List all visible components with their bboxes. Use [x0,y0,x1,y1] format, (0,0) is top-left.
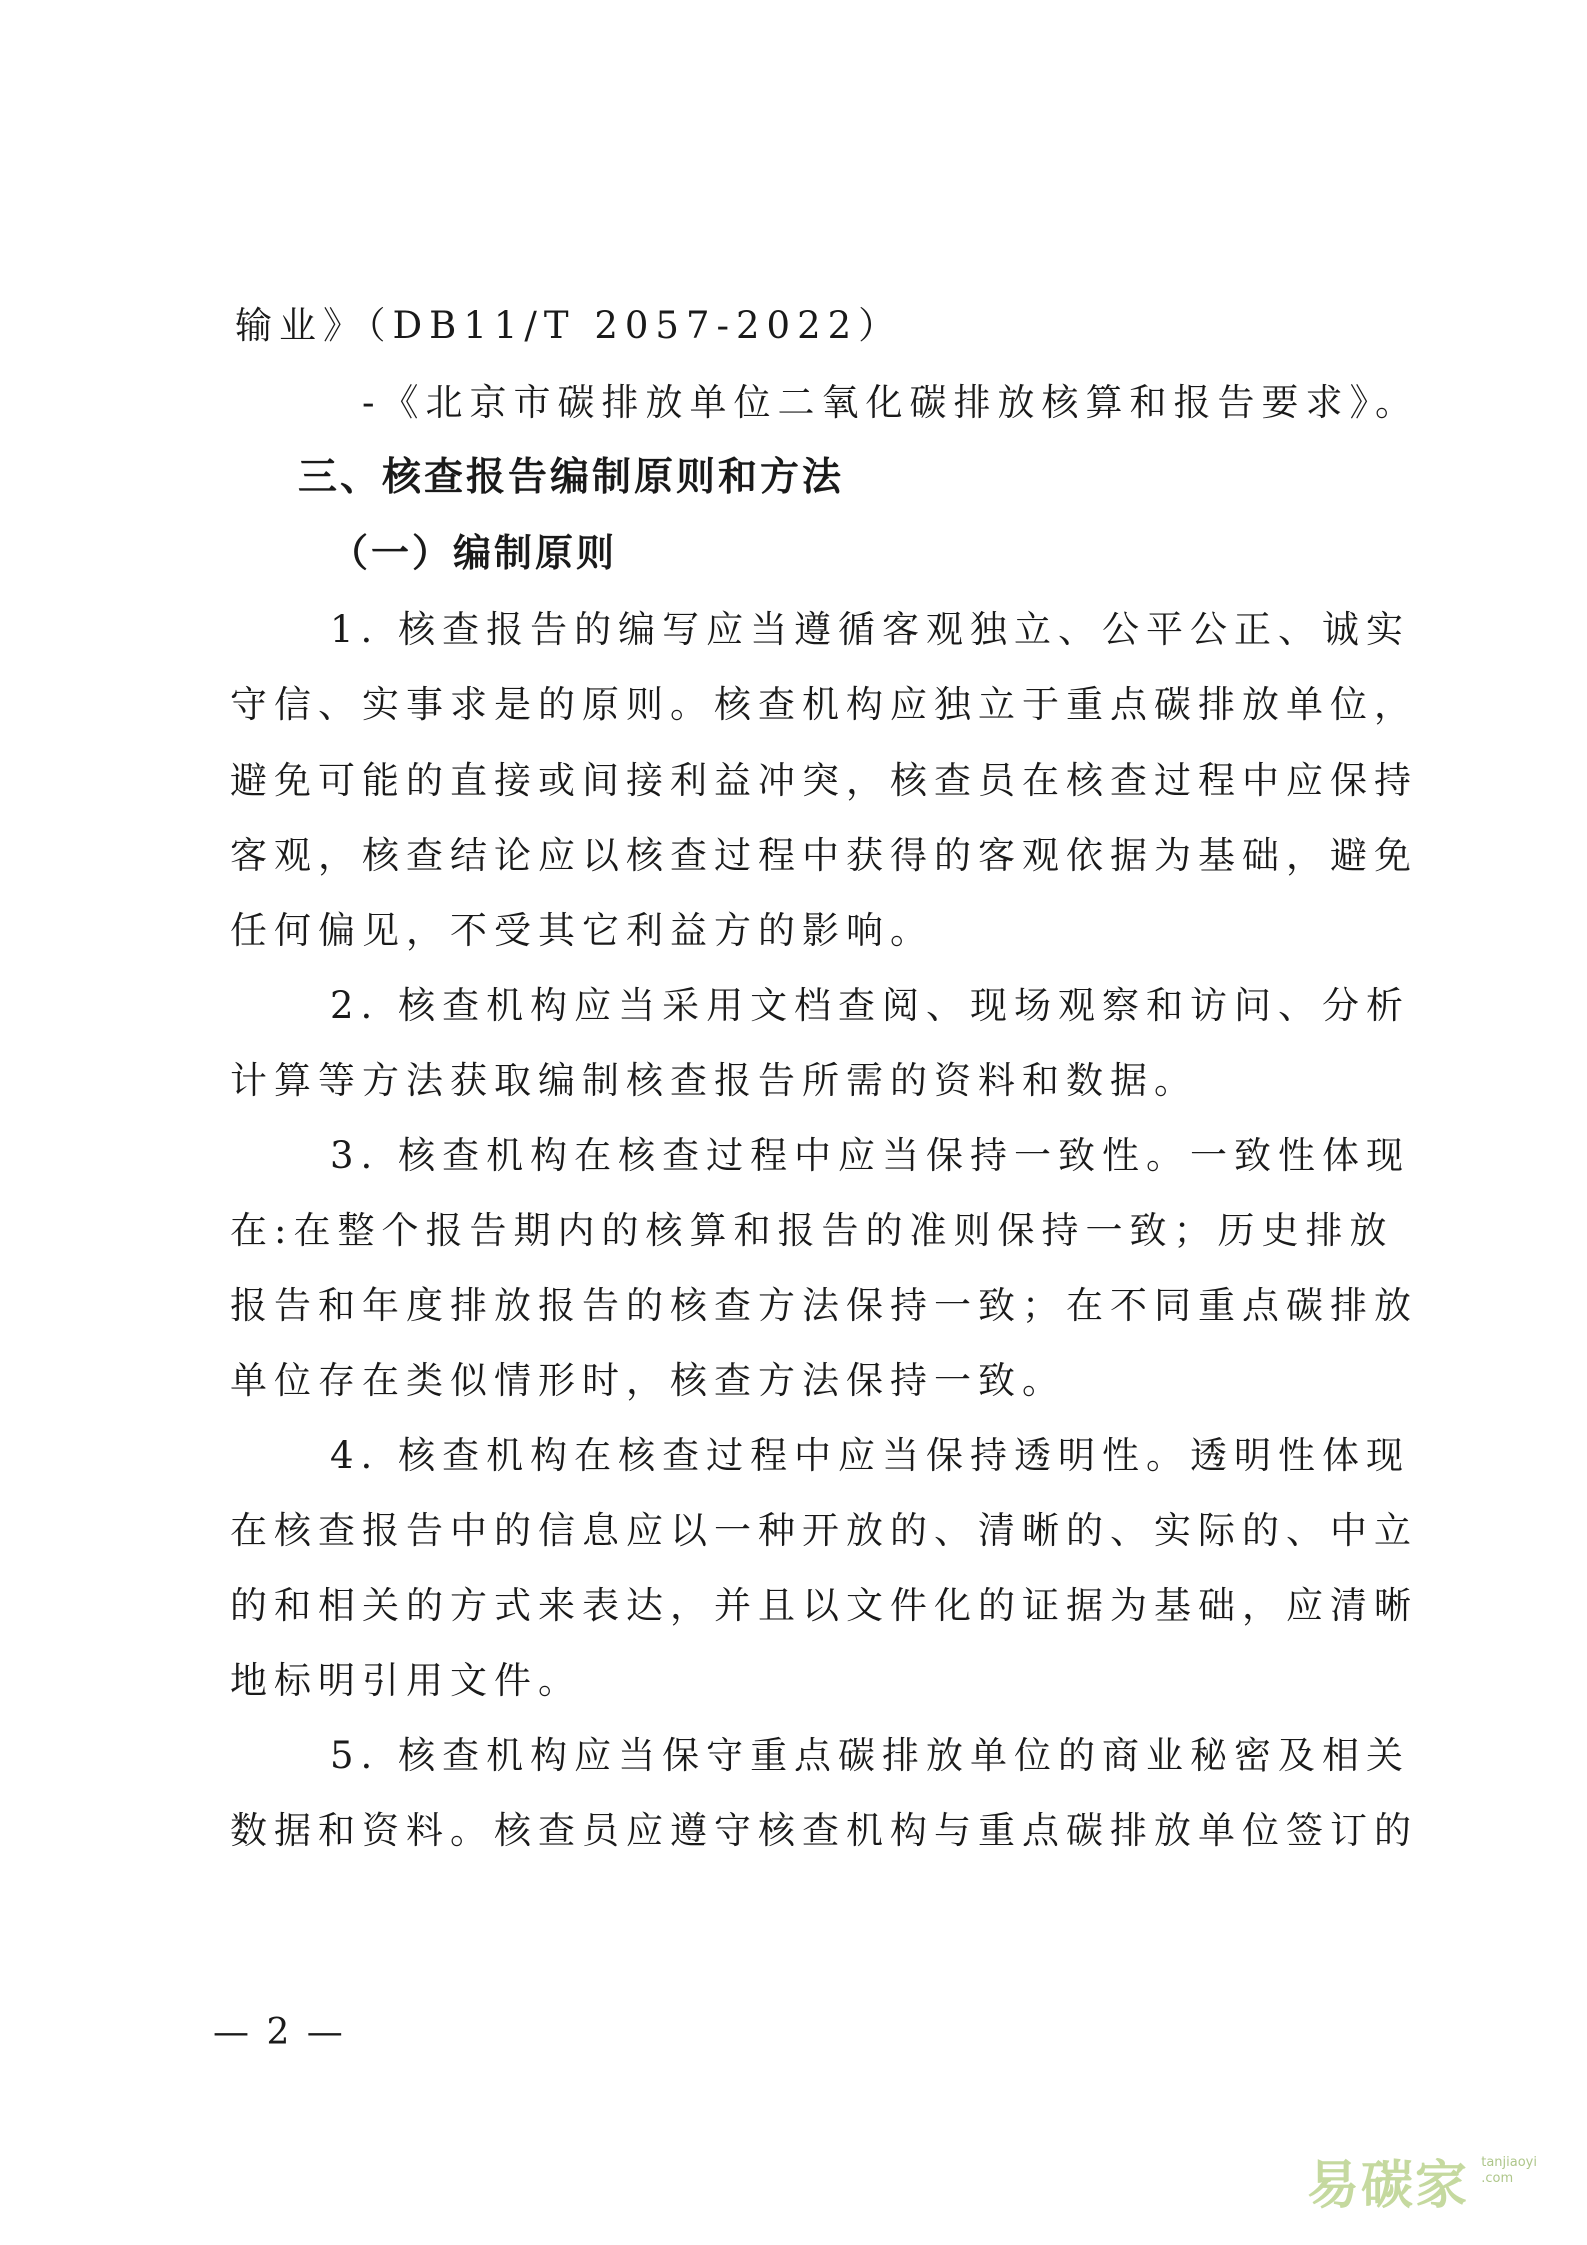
subsection-heading: （一）编制原则 [330,530,618,575]
paragraph-line: 在核查报告中的信息应以一种开放的、清晰的、实际的、中立 [230,1509,1418,1552]
paragraph-line: 4. 核查机构在核查过程中应当保持透明性。透明性体现 [330,1434,1411,1477]
watermark-domain-line: tanjiaoyi [1481,2155,1537,2170]
paragraph-line: 报告和年度排放报告的核查方法保持一致；在不同重点碳排放 [230,1284,1418,1327]
paragraph-line: 1. 核查报告的编写应当遵循客观独立、公平公正、诚实 [330,608,1411,651]
paragraph-line: 在:在整个报告期内的核算和报告的准则保持一致；历史排放 [230,1209,1394,1252]
watermark-domain-line: .com [1481,2170,1514,2186]
watermark-domain [1481,2155,1537,2186]
text-line: -《北京市碳排放单位二氧化碳排放核算和报告要求》。 [362,381,1420,424]
paragraph-line: 2. 核查机构应当采用文档查阅、现场观察和访问、分析 [330,984,1411,1027]
page-number: — 2 — [213,2012,346,2053]
paragraph-line: 计算等方法获取编制核查报告所需的资料和数据。 [230,1059,1198,1102]
paragraph-line: 客观，核查结论应以核查过程中获得的客观依据为基础，避免 [230,834,1418,877]
watermark-logo [1307,2125,1537,2215]
paragraph-line: 避免可能的直接或间接利益冲突，核查员在核查过程中应保持 [230,759,1418,802]
section-heading: 三、核查报告编制原则和方法 [298,455,845,500]
paragraph-line: 守信、实事求是的原则。核查机构应独立于重点碳排放单位， [230,683,1418,726]
paragraph-line: 地标明引用文件。 [230,1659,582,1702]
paragraph-line: 3. 核查机构在核查过程中应当保持一致性。一致性体现 [330,1134,1411,1177]
paragraph-line: 单位存在类似情形时，核查方法保持一致。 [230,1359,1066,1402]
paragraph-line: 任何偏见，不受其它利益方的影响。 [230,909,934,952]
paragraph-line: 5. 核查机构应当保守重点碳排放单位的商业秘密及相关 [330,1734,1411,1777]
text-line: 输业》（DB11/T 2057-2022） [235,304,903,347]
watermark-brand: 易碳家 [1307,2156,1470,2216]
paragraph-line: 的和相关的方式来表达，并且以文件化的证据为基础，应清晰 [230,1584,1418,1627]
paragraph-line: 数据和资料。核查员应遵守核查机构与重点碳排放单位签订的 [230,1809,1418,1852]
